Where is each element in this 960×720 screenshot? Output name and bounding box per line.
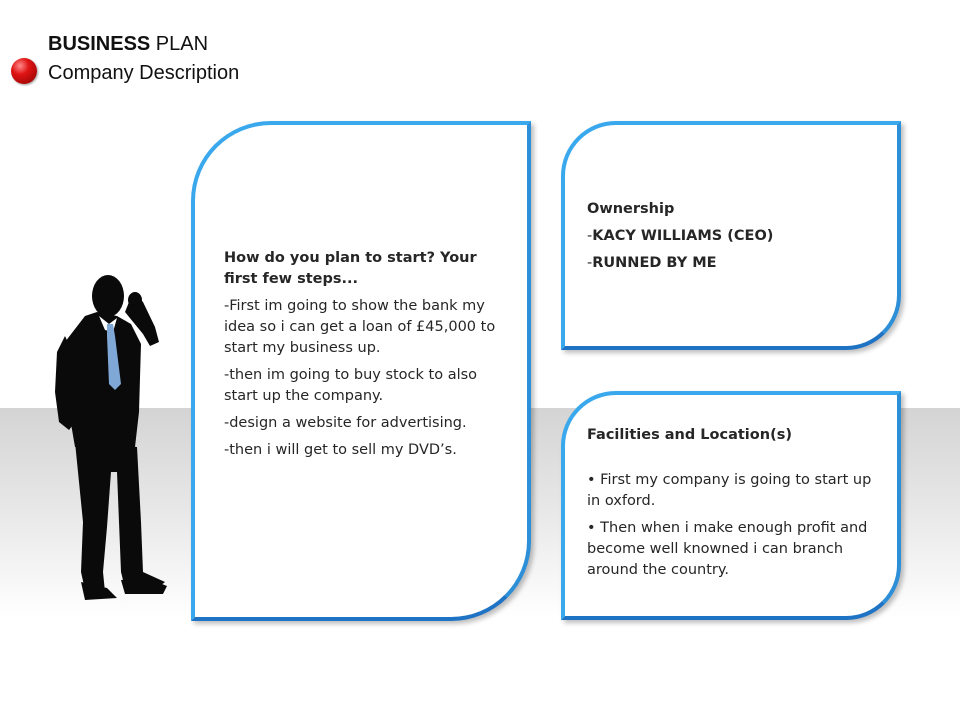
facilities-content (587, 425, 887, 587)
ownership-line (587, 253, 887, 274)
facilities-heading: Facilities and Location(s) (587, 427, 792, 443)
facilities-bullet (587, 518, 887, 581)
bullet-dot-icon: • (587, 472, 596, 488)
start-plan-content (224, 248, 504, 467)
bullet-dot-icon: • (587, 520, 596, 536)
ownership-prefix: - (587, 228, 593, 244)
ownership-prefix: - (587, 255, 593, 271)
start-step: -then im going to buy stock to also start up the company. (224, 367, 478, 404)
start-step: -design a website for advertising. (224, 415, 467, 431)
start-step: -then i will get to sell my DVD’s. (224, 442, 457, 458)
facilities-bullet (587, 470, 887, 512)
ownership-content (587, 199, 887, 280)
title-bold: BUSINESS (48, 33, 151, 55)
facilities-bullet-text: Then when i make enough profit and become well knowned i can branch around the country. (587, 520, 868, 578)
facilities-bullet-text: First my company is going to start up in oxford. (587, 472, 872, 509)
ownership-owner: KACY WILLIAMS (CEO) (592, 228, 774, 244)
red-bullet-dot-icon (11, 58, 37, 84)
page-subtitle: Company Description (48, 62, 240, 84)
start-plan-heading: How do you plan to start? Your first few steps... (224, 250, 477, 287)
ownership-line (587, 226, 887, 247)
businessman-silhouette-icon (55, 272, 170, 607)
page-title (48, 30, 239, 59)
ownership-heading: Ownership (587, 201, 675, 217)
start-step: -First im going to show the bank my idea so i can get a loan of £45,000 to start my business up. (224, 298, 496, 356)
title-rest: PLAN (150, 33, 209, 55)
header (48, 30, 239, 88)
ownership-runner: RUNNED BY ME (592, 255, 717, 271)
